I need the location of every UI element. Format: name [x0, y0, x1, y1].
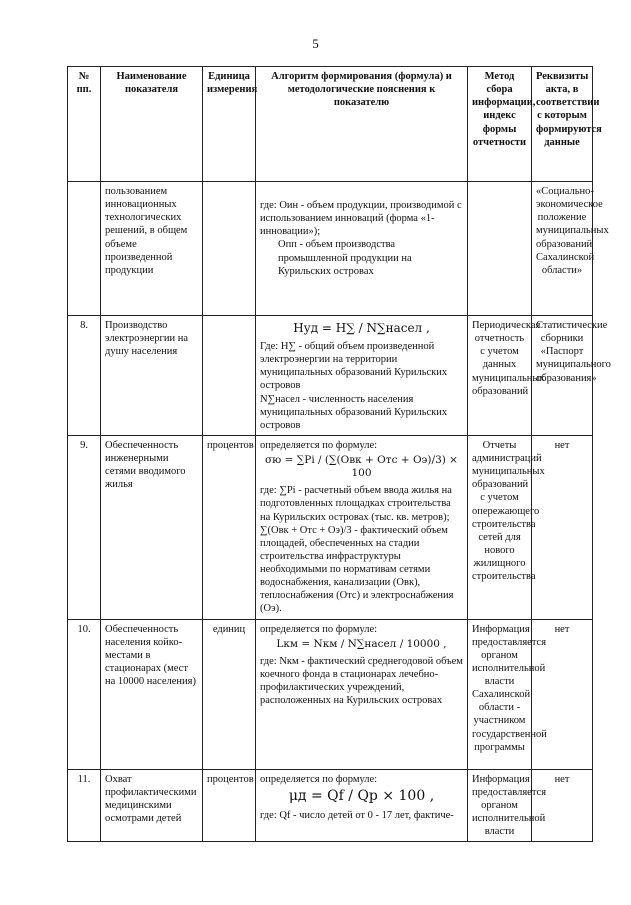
algorithm-text: N∑насел - численность населения муниципальных образований Курильских островов [260, 393, 448, 431]
algorithm-text: где: Оин - объем продукции, производимой с использованием инноваций (форма «1-инновации»); [260, 200, 462, 238]
row-number: 9. [68, 435, 101, 619]
method-cell: Информация предоставляется органом исполнительной власти Сахалинской области - участником государственной программы [468, 619, 532, 769]
formula: μд = Qf / Qp × 100 , [288, 787, 435, 804]
algorithm-text: определяется по формуле: [260, 439, 378, 451]
header-requisites: Реквизиты акта, в соответствии с которым формируются данные [532, 67, 593, 182]
algorithm-cell [256, 316, 468, 436]
formula: Lкм = Nкм / N∑насел / 10000 , [276, 637, 447, 650]
formula: σю = ∑Рi / (∑(Овк + Отс + Оэ)/3) × 100 [265, 454, 458, 480]
indicator-name: Производство электроэнергии на душу населения [101, 316, 203, 436]
formula: Нуд = Н∑ / N∑насел , [293, 321, 430, 335]
algorithm-text: Где: Н∑ - общий объем произведенной электроэнергии на территории муниципальных образований Курильских островов [260, 341, 448, 392]
unit-cell: процентов [203, 435, 256, 619]
header-name: Наименование показателя [101, 67, 203, 182]
table-row [68, 435, 593, 619]
method-cell: Отчеты администраций муниципальных образований с учетом опережающего строительства сетей для нового жилищного строительства [468, 435, 532, 619]
unit-cell: единиц [203, 619, 256, 769]
table-row [68, 619, 593, 769]
indicators-table [67, 66, 611, 842]
table-row [68, 182, 593, 316]
algorithm-cell [256, 769, 468, 842]
algorithm-text: Опп - объем производства промышленной продукции на Курильских островах [278, 239, 412, 277]
header-unit: Единица измерения [203, 67, 256, 182]
requisites-cell: нет [532, 435, 593, 619]
algorithm-text: где: ∑Рi - расчетный объем ввода жилья на подготовленных площадках строительства на Курильских островах (тыс. кв. метров); [260, 485, 452, 523]
page-number: 5 [312, 36, 319, 51]
table-row [68, 769, 593, 842]
method-cell: Информация предоставляется органом исполнительной власти [468, 769, 532, 842]
requisites-cell: «Социально-экономическое положение муниципальных образований Сахалинской области» [532, 182, 593, 316]
indicator-name: пользованием инновационных технологических решений, в общем объеме произведенной продукции [101, 182, 203, 316]
header-method: Метод сбора информации, индекс формы отчетности [468, 67, 532, 182]
algorithm-text: определяется по формуле: [260, 773, 378, 785]
requisites-cell: нет [532, 619, 593, 769]
row-number: 10. [68, 619, 101, 769]
indicator-name: Обеспеченность населения койко-местами в стационарах (мест на 10000 населения) [101, 619, 203, 769]
indicator-name: Обеспеченность инженерными сетями вводимого жилья [101, 435, 203, 619]
indicator-name: Охват профилактическими медицинскими осмотрами детей [101, 769, 203, 842]
algorithm-text: где: Nкм - фактический среднегодовой объем коечного фонда в стационарах лечебно-профилактических учреждений, расположенных на Курильских островах [260, 655, 463, 707]
requisites-cell: нет [532, 769, 593, 842]
algorithm-cell [256, 619, 468, 769]
header-algorithm: Алгоритм формирования (формула) и методологические пояснения к показателю [256, 67, 468, 182]
row-number: 11. [68, 769, 101, 842]
table-row [68, 316, 593, 436]
row-number: 8. [68, 316, 101, 436]
algorithm-cell [256, 435, 468, 619]
requisites-cell: Статистические сборники «Паспорт муниципального образования» [532, 316, 593, 436]
header-num: № пп. [68, 67, 101, 182]
method-cell: Периодическая отчетность с учетом данных муниципальных образований [468, 316, 532, 436]
algorithm-text: определяется по формуле: [260, 623, 378, 635]
algorithm-text: где: Qf - число детей от 0 - 17 лет, фактиче- [260, 810, 454, 822]
algorithm-text: ∑(Овк + Отс + Оэ)/3 - фактический объем площадей, обеспеченных на стадии строительства инфраструктуры необходимыми по нормативам сетями водоснабжения, канализации (Овк), теплоснабжения (Отс) и электроснабжения (Оэ). [260, 524, 454, 615]
header-row [68, 67, 593, 182]
algorithm-cell [256, 182, 468, 316]
unit-cell: процентов [203, 769, 256, 842]
